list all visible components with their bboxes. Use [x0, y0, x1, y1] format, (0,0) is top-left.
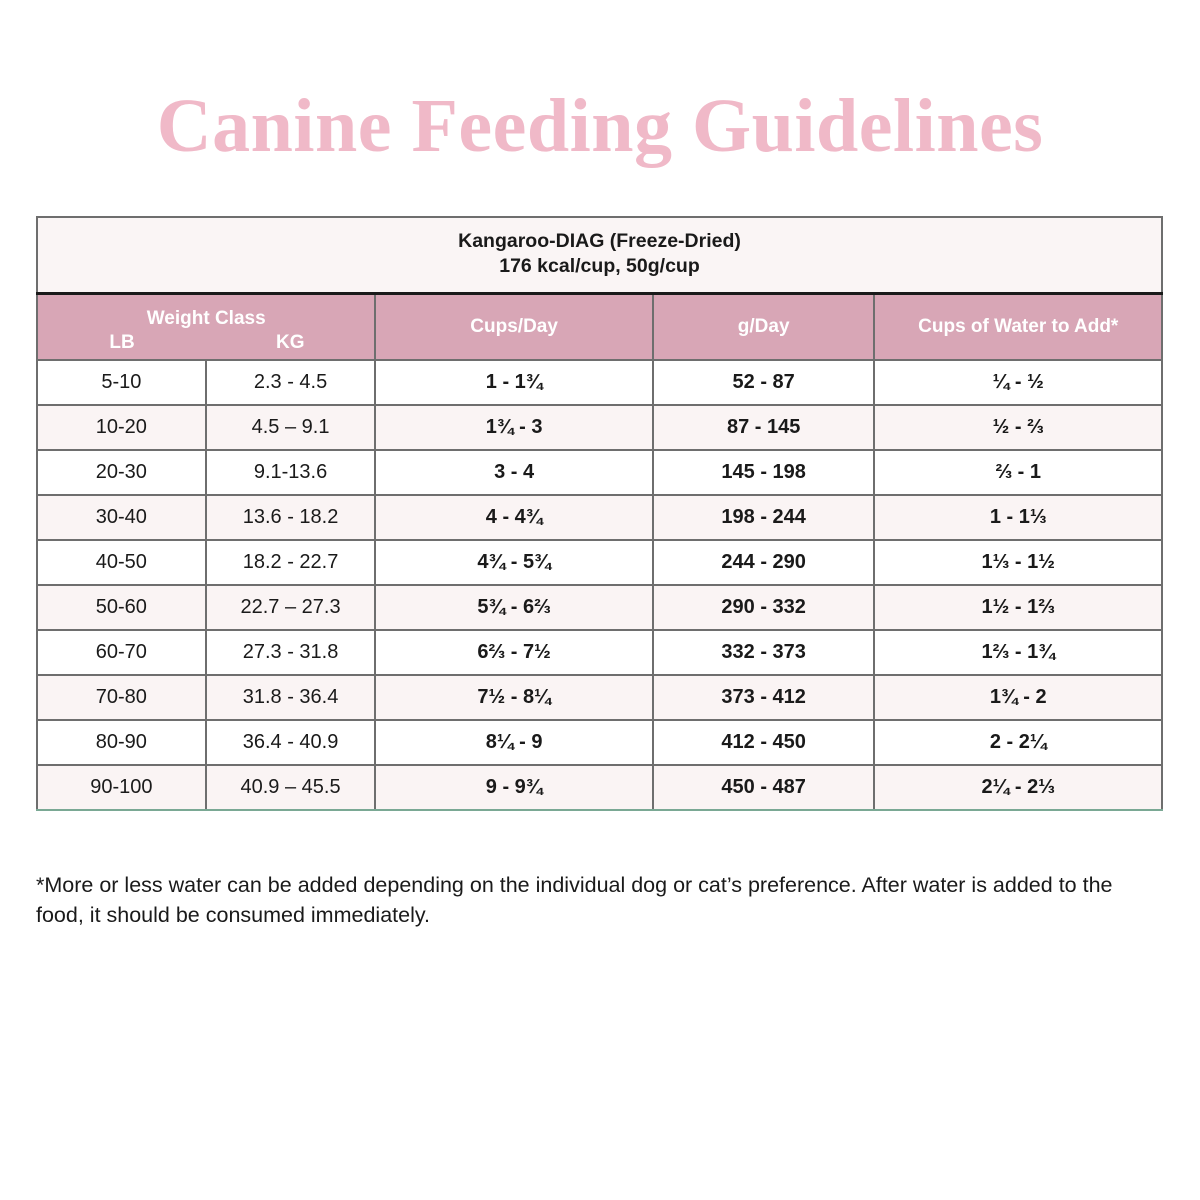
- header-weight-class: [37, 293, 375, 360]
- cell-cups: 1¾ - 3: [375, 405, 653, 450]
- cell-water: 1⅔ - 1¾: [874, 630, 1162, 675]
- cell-water: 1½ - 1⅔: [874, 585, 1162, 630]
- cell-g: 52 - 87: [653, 360, 875, 405]
- cell-g: 87 - 145: [653, 405, 875, 450]
- cell-water: 1 - 1⅓: [874, 495, 1162, 540]
- table-row: [37, 675, 1162, 720]
- cell-lb: 30-40: [37, 495, 206, 540]
- header-lb: LB: [109, 331, 135, 353]
- cell-lb: 80-90: [37, 720, 206, 765]
- cell-kg: 40.9 – 45.5: [206, 765, 376, 810]
- cell-kg: 36.4 - 40.9: [206, 720, 376, 765]
- table-head: [37, 217, 1162, 360]
- cell-water: ¼ - ½: [874, 360, 1162, 405]
- cell-lb: 10-20: [37, 405, 206, 450]
- cell-water: 2¼ - 2⅓: [874, 765, 1162, 810]
- header-cups-day: Cups/Day: [375, 293, 653, 360]
- cell-water: ⅔ - 1: [874, 450, 1162, 495]
- feeding-guidelines-table: [36, 216, 1163, 811]
- cell-kg: 27.3 - 31.8: [206, 630, 376, 675]
- cell-water: 1⅓ - 1½: [874, 540, 1162, 585]
- header-weight-class-label: Weight Class: [146, 308, 266, 330]
- cell-kg: 18.2 - 22.7: [206, 540, 376, 585]
- table-row: [37, 360, 1162, 405]
- cell-lb: 5-10: [37, 360, 206, 405]
- cell-lb: 20-30: [37, 450, 206, 495]
- cell-lb: 40-50: [37, 540, 206, 585]
- header-cups-water: Cups of Water to Add*: [874, 293, 1162, 360]
- cell-cups: 5¾ - 6⅔: [375, 585, 653, 630]
- table-row: [37, 405, 1162, 450]
- header-kg: KG: [276, 331, 305, 353]
- cell-g: 373 - 412: [653, 675, 875, 720]
- cell-g: 290 - 332: [653, 585, 875, 630]
- cell-g: 244 - 290: [653, 540, 875, 585]
- cell-water: 1¾ - 2: [874, 675, 1162, 720]
- cell-lb: 90-100: [37, 765, 206, 810]
- cell-cups: 6⅔ - 7½: [375, 630, 653, 675]
- column-header-row: [37, 293, 1162, 360]
- cell-g: 198 - 244: [653, 495, 875, 540]
- cell-cups: 7½ - 8¼: [375, 675, 653, 720]
- cell-water: ½ - ⅔: [874, 405, 1162, 450]
- cell-water: 2 - 2¼: [874, 720, 1162, 765]
- product-title-cell: [37, 217, 1162, 293]
- cell-lb: 70-80: [37, 675, 206, 720]
- header-g-day: g/Day: [653, 293, 875, 360]
- cell-kg: 2.3 - 4.5: [206, 360, 376, 405]
- product-name: Kangaroo-DIAG (Freeze-Dried): [458, 230, 741, 252]
- product-nutrition: 176 kcal/cup, 50g/cup: [499, 254, 700, 277]
- cell-cups: 4 - 4¾: [375, 495, 653, 540]
- cell-kg: 31.8 - 36.4: [206, 675, 376, 720]
- feeding-table-container: [36, 216, 1163, 811]
- cell-cups: 4¾ - 5¾: [375, 540, 653, 585]
- cell-lb: 50-60: [37, 585, 206, 630]
- table-row: [37, 540, 1162, 585]
- cell-g: 332 - 373: [653, 630, 875, 675]
- table-body: [37, 360, 1162, 810]
- cell-g: 145 - 198: [653, 450, 875, 495]
- water-footnote: *More or less water can be added depending on the individual dog or cat’s preference. After water is added to the food, it should be consumed immediately.: [36, 872, 1113, 928]
- table-row: [37, 765, 1162, 810]
- cell-g: 412 - 450: [653, 720, 875, 765]
- cell-cups: 1 - 1¾: [375, 360, 653, 405]
- table-row: [37, 450, 1162, 495]
- cell-lb: 60-70: [37, 630, 206, 675]
- table-row: [37, 720, 1162, 765]
- cell-kg: 22.7 – 27.3: [206, 585, 376, 630]
- page-title: Canine Feeding Guidelines: [156, 83, 1044, 168]
- product-title-row: [37, 217, 1162, 293]
- cell-kg: 9.1-13.6: [206, 450, 376, 495]
- cell-cups: 9 - 9¾: [375, 765, 653, 810]
- table-row: [37, 585, 1162, 630]
- cell-cups: 8¼ - 9: [375, 720, 653, 765]
- table-row: [37, 495, 1162, 540]
- cell-g: 450 - 487: [653, 765, 875, 810]
- cell-kg: 13.6 - 18.2: [206, 495, 376, 540]
- table-row: [37, 630, 1162, 675]
- cell-cups: 3 - 4: [375, 450, 653, 495]
- cell-kg: 4.5 – 9.1: [206, 405, 376, 450]
